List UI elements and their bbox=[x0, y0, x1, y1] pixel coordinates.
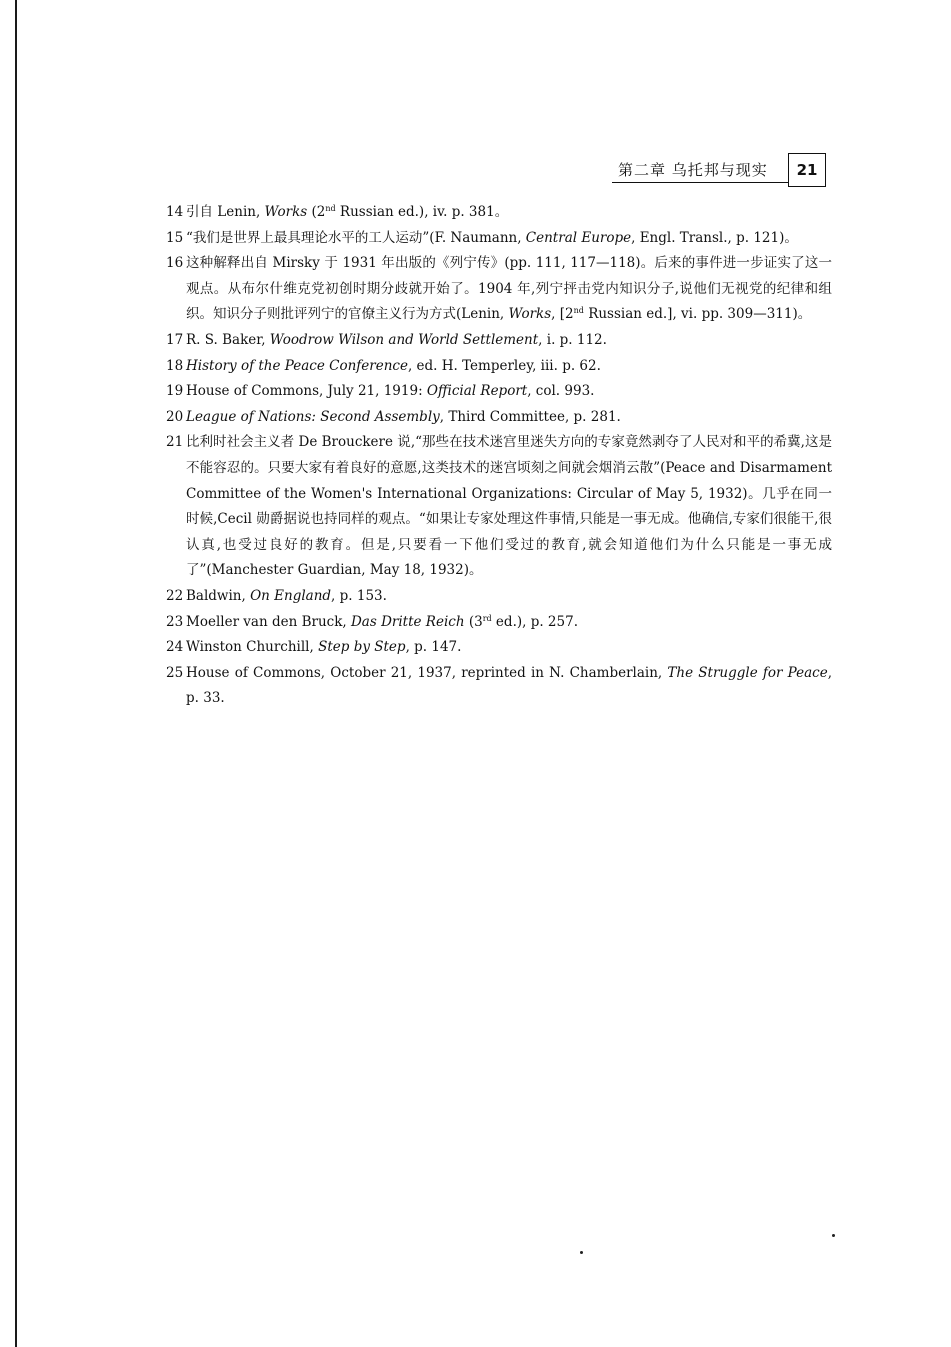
note-text: Baldwin, bbox=[186, 587, 251, 604]
italic-title: The Struggle for Peace bbox=[667, 664, 828, 681]
endnote-number: 17 bbox=[166, 331, 184, 348]
note-text: House of Commons, July 21, 1919: bbox=[186, 383, 427, 400]
endnote-number: 14 bbox=[166, 204, 184, 220]
endnote-14 bbox=[166, 200, 832, 226]
endnote-number: 16 bbox=[166, 255, 184, 272]
italic-title: Step by Step bbox=[318, 639, 406, 656]
endnote-18 bbox=[166, 354, 832, 380]
endnote-number: 25 bbox=[166, 664, 184, 681]
italic-title: Works bbox=[508, 306, 552, 323]
note-text: 比利时社会主义者 De Brouckere 说,“那些在技术迷宫里迷失方向的专家竟然剥夺了人民对和平的希冀,这是不能容忍的。只要大家有着良好的意愿,这类技术的迷宫顷刻之间就会烟消云散”(Peace and Disarmament Committee of the Women's International Organizations: Circular of May 5, 1932)。几乎在同一时候,Cecil 勋爵据说也持同样的观点。“如果让专家处理这件事情,只能是一事无成。他确信,专家们很能干,很认真,也受过良好的教育。但是,只要看一下他们受过的教育,就会知道他们为什么只能是一事无成了”(Manchester Guardian, May 18, 1932)。 bbox=[186, 434, 832, 579]
endnotes-list bbox=[166, 200, 832, 712]
italic-title: League of Nations: Second Assembly bbox=[186, 408, 440, 425]
italic-title: Woodrow Wilson and World Settlement bbox=[269, 331, 539, 348]
italic-title: Works bbox=[264, 204, 308, 220]
header-rule bbox=[612, 182, 788, 183]
note-text: ed.), p. 257. bbox=[491, 613, 578, 630]
running-header bbox=[612, 153, 830, 189]
italic-title: Central Europe bbox=[525, 229, 632, 246]
scan-speck bbox=[580, 1251, 583, 1254]
endnote-number: 22 bbox=[166, 587, 184, 604]
endnote-number: 15 bbox=[166, 229, 184, 246]
note-text: , Engl. Transl., p. 121)。 bbox=[631, 229, 798, 246]
note-text: Moeller van den Bruck, bbox=[186, 613, 351, 630]
endnote-number: 19 bbox=[166, 383, 184, 400]
endnote-number: 23 bbox=[166, 613, 184, 630]
note-text: Russian ed.), iv. p. 381。 bbox=[335, 204, 509, 220]
note-text: 引自 Lenin, bbox=[186, 204, 265, 220]
page-number: 21 bbox=[788, 153, 826, 187]
note-text: Winston Churchill, bbox=[186, 639, 319, 656]
note-text: , Third Committee, p. 281. bbox=[439, 408, 621, 425]
endnote-20 bbox=[166, 405, 832, 431]
endnote-number: 21 bbox=[166, 434, 184, 451]
ordinal-superscript: nd bbox=[325, 204, 336, 213]
ordinal-superscript: rd bbox=[482, 613, 492, 623]
endnote-22 bbox=[166, 584, 832, 610]
chapter-title: 第二章 乌托邦与现实 bbox=[618, 161, 768, 179]
scan-speck bbox=[832, 1234, 835, 1237]
endnote-number: 18 bbox=[166, 357, 184, 374]
endnote-24 bbox=[166, 635, 832, 661]
italic-title: Official Report bbox=[426, 383, 528, 400]
ordinal-superscript: nd bbox=[573, 306, 584, 316]
endnote-21 bbox=[166, 430, 832, 584]
binding-edge-line bbox=[15, 0, 17, 1347]
note-text: , ed. H. Temperley, iii. p. 62. bbox=[407, 357, 601, 374]
note-text: “我们是世界上最具理论水平的工人运动”(F. Naumann, bbox=[186, 229, 526, 246]
note-text: 这种解释出自 Mirsky 于 1931 年出版的《列宁传》(pp. 111, 117—118)。后来的事件进一步证实了这一观点。从布尔什维克党初创时期分歧就开始了。1904 年,列宁抨击党内知识分子,说他们无视党的纪律和组织。知识分子则批评列宁的官僚主义行为方式(Lenin, bbox=[186, 255, 832, 323]
endnote-number: 24 bbox=[166, 639, 184, 656]
note-text: (2 bbox=[307, 204, 326, 220]
note-text: , i. p. 112. bbox=[538, 331, 607, 348]
endnote-16 bbox=[166, 251, 832, 328]
note-text: , col. 993. bbox=[527, 383, 595, 400]
endnote-15 bbox=[166, 226, 832, 252]
note-text: , [2 bbox=[551, 306, 574, 323]
note-text: , p. 147. bbox=[405, 639, 462, 656]
note-text: , p. 33. bbox=[186, 664, 832, 707]
endnote-25 bbox=[166, 661, 832, 712]
note-text: (3 bbox=[464, 613, 483, 630]
note-text: , p. 153. bbox=[331, 587, 387, 604]
note-text: R. S. Baker, bbox=[186, 331, 270, 348]
note-text: Russian ed.], vi. pp. 309—311)。 bbox=[583, 306, 812, 323]
endnote-number: 20 bbox=[166, 408, 184, 425]
italic-title: Das Dritte Reich bbox=[350, 613, 465, 630]
endnote-19 bbox=[166, 379, 832, 405]
endnote-17 bbox=[166, 328, 832, 354]
endnote-23 bbox=[166, 610, 832, 636]
note-text: House of Commons, October 21, 1937, reprinted in N. Chamberlain, bbox=[186, 664, 668, 681]
italic-title: On England bbox=[250, 587, 332, 604]
italic-title: History of the Peace Conference bbox=[186, 357, 408, 374]
